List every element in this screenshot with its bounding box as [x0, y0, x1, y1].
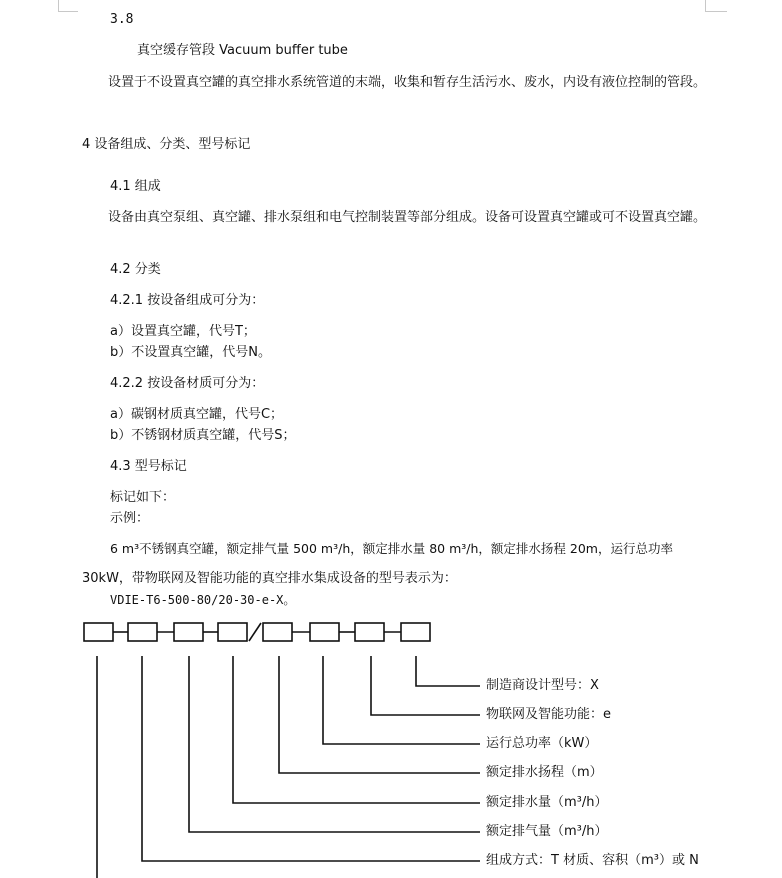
code-box-5: [263, 623, 292, 641]
leader-x: [416, 656, 480, 686]
diagram-label-drain-head: 额定排水扬程（m）: [486, 765, 603, 780]
marking-intro: 标记如下：: [110, 490, 176, 505]
diagram-label-iot-function: 物联网及智能功能：e: [486, 707, 611, 722]
subsection-heading-4-2-1: 4.2.1 按设备组成可分为：: [110, 293, 265, 308]
leader-drain: [233, 656, 480, 803]
code-box-8: [401, 623, 430, 641]
code-box-7: [355, 623, 384, 641]
section-number: 3.8: [110, 12, 134, 27]
term-title: 真空缓存管段 Vacuum buffer tube: [137, 43, 348, 58]
section-heading: 4 设备组成、分类、型号标记: [82, 137, 251, 152]
example-label: 示例：: [110, 511, 150, 526]
term-definition: 设置于不设置真空罐的真空排水系统管道的末端，收集和暂存生活污水、废水，内设有液位控制的管段。: [108, 75, 707, 90]
diagram-label-composition: 组成方式：T 材质、容积（m³）或 N: [486, 853, 699, 868]
code-box-4: [218, 623, 247, 641]
slash: [249, 623, 261, 641]
code-box-3: [174, 623, 203, 641]
diagram-label-drain-volume: 额定排水量（m³/h）: [486, 795, 608, 810]
composition-paragraph: 设备由真空泵组、真空罐、排水泵组和电气控制装置等部分组成。设备可设置真空罐或可不设置真空罐。: [108, 210, 707, 225]
example-line-2: 30kW，带物联网及智能功能的真空排水集成设备的型号表示为：: [82, 571, 457, 586]
list-item: b）不锈钢材质真空罐，代号S；: [110, 428, 296, 443]
subsection-heading-4-2-2: 4.2.2 按设备材质可分为：: [110, 376, 265, 391]
code-box-6: [310, 623, 339, 641]
list-item: a）碳钢材质真空罐，代号C；: [110, 407, 284, 422]
code-box-2: [128, 623, 157, 641]
diagram-label-manufacturer-model: 制造商设计型号：X: [486, 678, 599, 693]
leader-power: [323, 656, 480, 744]
diagram-label-total-power: 运行总功率（kW）: [486, 736, 598, 751]
example-line-1: 6 m³不锈钢真空罐，额定排气量 500 m³/h，额定排水量 80 m³/h，额定排水扬程 20m，运行总功率: [110, 541, 673, 556]
subsection-heading-4-1: 4.1 组成: [110, 179, 161, 194]
diagram-label-exhaust-volume: 额定排气量（m³/h）: [486, 824, 608, 839]
list-item: a）设置真空罐，代号T；: [110, 324, 256, 339]
subsection-heading-4-2: 4.2 分类: [110, 262, 161, 277]
model-code: VDIE-T6-500-80/20-30-e-X。: [110, 593, 296, 607]
code-box-1: [84, 623, 113, 641]
subsection-heading-4-3: 4.3 型号标记: [110, 459, 187, 474]
list-item: b）不设置真空罐，代号N。: [110, 345, 271, 360]
